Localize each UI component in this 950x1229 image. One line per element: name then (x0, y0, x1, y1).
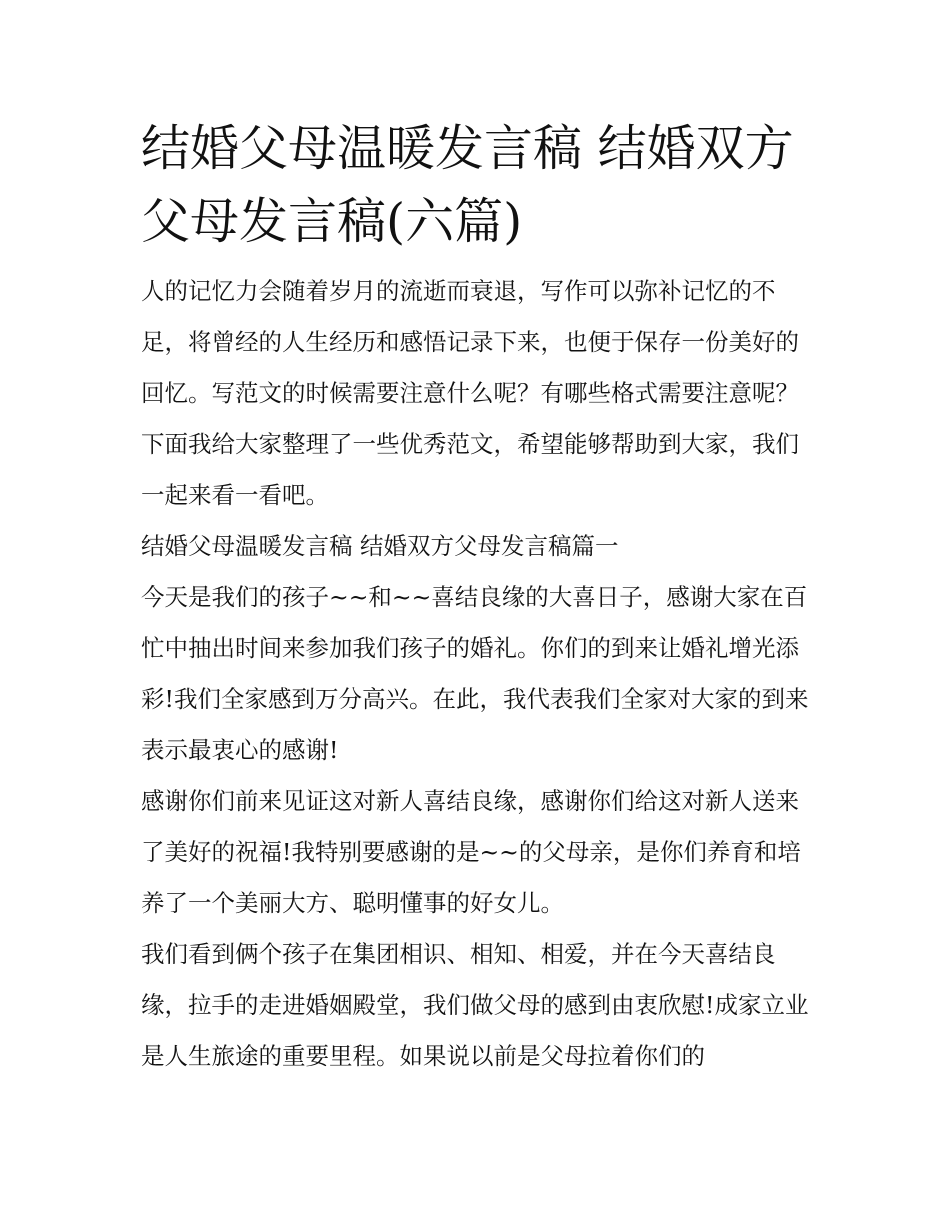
body-paragraph-3: 我们看到俩个孩子在集团相识、相知、相爱，并在今天喜结良缘，拉手的走进婚姻殿堂，我们做父母的感到由衷欣慰!成家立业是人生旅途的重要里程。如果说以前是父母拉着你们的 (141, 940, 809, 1070)
body-paragraph-2: 感谢你们前来见证这对新人喜结良缘，感谢你们给这对新人送来了美好的祝福!我特别要感谢的是~~的父母亲，是你们养育和培养了一个美丽大方、聪明懂事的好女儿。 (141, 787, 801, 917)
section-heading: 结婚父母温暖发言稿 结婚双方父母发言稿篇一 (141, 532, 619, 560)
document-content (141, 112, 811, 1082)
intro-paragraph: 人的记忆力会随着岁月的流逝而衰退，写作可以弥补记忆的不足，将曾经的人生经历和感悟记录下来，也便于保存一份美好的回忆。写范文的时候需要注意什么呢？有哪些格式需要注意呢？下面我给大家整理了一些优秀范文，希望能够帮助到大家，我们一起来看一看吧。 (141, 277, 799, 509)
body-paragraph-1: 今天是我们的孩子~~和~~喜结良缘的大喜日子，感谢大家在百忙中抽出时间来参加我们孩子的婚礼。你们的到来让婚礼增光添彩!我们全家感到万分高兴。在此，我代表我们全家对大家的到来表示最衷心的感谢! (141, 583, 809, 764)
document-title: 结婚父母温暖发言稿 结婚双方父母发言稿(六篇) (141, 120, 794, 250)
title-spacer (141, 258, 811, 266)
